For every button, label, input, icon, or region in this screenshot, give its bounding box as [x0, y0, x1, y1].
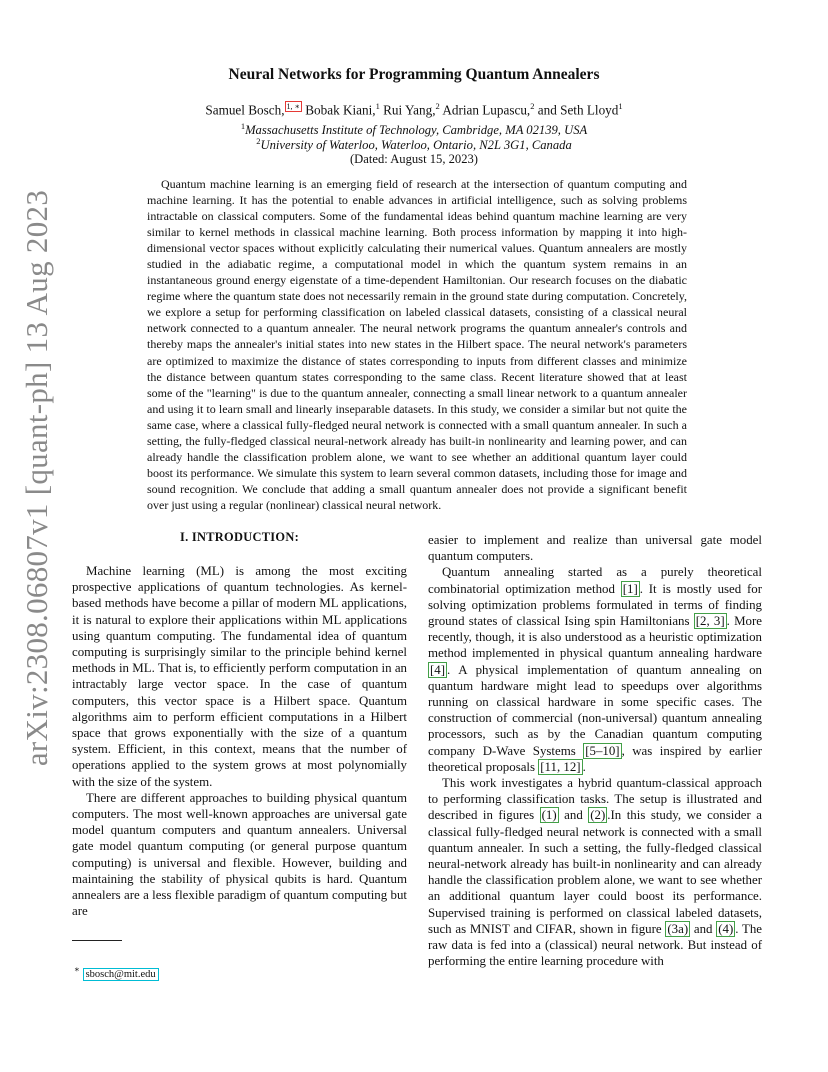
- citation-link[interactable]: [1]: [622, 581, 638, 596]
- footnote: [74, 964, 159, 980]
- affiliation-marker: 2: [256, 136, 261, 146]
- footnote-divider: [72, 940, 122, 941]
- citation-link[interactable]: [2, 3]: [695, 614, 725, 629]
- abstract: Quantum machine learning is an emerging field of research at the intersection of quantum computing and machine learning. It has the potential to enable advances in artificial intelligence, such as solving problems intractable on classical computers. Some of the fundamental ideas behind quantum machine learning are very similar to kernel methods in classical machine learning. Both process information by mapping it into high-dimensional vector spaces without explicitly calculating their numerical values. Quantum annealers are mostly studied in the adiabatic regime, a computational model in which the quantum system remains in an instantaneous ground energy eigenstate of a time-dependent Hamiltonian. Our research focuses on the diabatic regime where the quantum state does not necessarily remain in the ground state during computation. Concretely, we explore a setup for performing classification on labeled classical datasets, consisting of a classical neural network connected to a quantum annealer. The neural network programs the quantum annealer's controls and thereby maps the annealer's initial states into new states in the Hilbert space. The neural network's parameters are optimized to maximize the distance of states corresponding to inputs from different classes and minimize the distance between quantum states corresponding to the same class. Recent literature showed that at least some of the "learning" is due to the quantum annealer, connecting a small linear network to a quantum annealer and using it to learn small and linearly inseparable datasets. In this study, we consider a similar but not quite the same case, where a classical fully-fledged neural network is connected with a small quantum annealer. In such a setting, the fully-fledged classical neural-network already has built-in nonlinearity and learning power, and can already handle the classification problem alone, we want to see whether an additional quantum layer could boost its performance. We simulate this system to learn several common datasets, including those for image and sound recognition. We conclude that adding a small quantum annealer does not provide a significant benefit over just using a regular (nonlinear) classical neural network.: [147, 177, 687, 512]
- author-name: Rui Yang,: [379, 102, 436, 118]
- paper-title: Neural Networks for Programming Quantum Annealers: [228, 66, 600, 83]
- paragraph: Quantum annealing started as a purely theoretical combinatorial optimization method [1] . It is mostly used for solving optimization problems formulated in terms of finding ground states of classical Ising spin Hamiltonians [2, 3] . More recently, though, it is also understood as a heuristic optimization method implemented in physical quantum annealing hardware [4] . A physical implementation of quantum annealing on quantum hardware might lead to speedups over algorithms running on classical hardware in some specific cases. The construction of commercial (non-universal) quantum annealing processors, such as by the Canadian quantum computing company D-Wave Systems [5–10] , was inspired by earlier theoretical proposals [11, 12] .: [428, 565, 762, 774]
- right-column: [428, 532, 762, 969]
- author-affiliation-marker: 2: [435, 101, 440, 111]
- author-list: [0, 101, 828, 118]
- paragraph: easier to implement and realize than universal gate model quantum computers.: [428, 533, 762, 564]
- figure-reference-link[interactable]: (2): [590, 808, 606, 823]
- citation-link[interactable]: [5–10]: [585, 743, 620, 758]
- author-name: Samuel Bosch,: [205, 102, 285, 118]
- author-name: Adrian Lupascu,: [439, 102, 531, 118]
- affiliation-line: [0, 136, 828, 153]
- paragraph: Machine learning (ML) is among the most exciting prospective applications of quantum technologies. As kernel-based methods have become a pillar of modern ML applications, it is natural to explore their applications within ML applications using quantum computing. The fundamental idea of quantum computing is surprisingly similar to the principle behind kernel methods in ML. That is, to efficiently perform computation in an intractably large vector space. In the case of quantum computers, this vector space is a Hilbert space. Quantum algorithms aim to perform efficient computations in a Hilbert space that grows exponentially with the size of a quantum system. Efficient, in this context, means that the number of operations applied to the system grows at most polynomially with the size of the system.: [72, 564, 407, 789]
- paragraph: This work investigates a hybrid quantum-classical approach to performing classification tasks. The setup is illustrated and described in figures (1) and (2) .In this study, we consider a classical fully-fledged neural network is connected with a small quantum annealer. In such a setting, the fully-fledged classical neural-network already has built-in nonlinearity and can already handle the classification problem alone, we want to see whether an additional quantum layer could boost its performance. Supervised training is performed on classical labeled datasets, such as MNIST and CIFAR, shown in figure (3a) and (4) . The raw data is fed into a (classical) neural network. But instead of performing the entire learning procedure with: [428, 776, 762, 969]
- date-line: (Dated: August 15, 2023): [349, 152, 479, 166]
- author-affiliation-marker: 2: [530, 101, 535, 111]
- author-name: and Seth Lloyd: [534, 102, 619, 118]
- section-heading: I. INTRODUCTION:: [179, 530, 300, 544]
- arxiv-identifier-stamp: [14, 189, 60, 767]
- citation-link[interactable]: [4]: [430, 662, 446, 677]
- left-column: [72, 563, 407, 919]
- author-affiliation-marker: 1: [618, 101, 623, 111]
- affiliation-text: University of Waterloo, Waterloo, Ontario, N2L 3G1, Canada: [260, 138, 572, 153]
- affiliation-text: Massachusetts Institute of Technology, Cambridge, MA 02139, USA: [245, 123, 588, 138]
- email-link[interactable]: sbosch@mit.edu: [83, 968, 159, 981]
- author-affiliation-marker: 1: [375, 101, 380, 111]
- figure-reference-link[interactable]: (1): [541, 808, 557, 823]
- citation-link[interactable]: [11, 12]: [540, 759, 581, 774]
- author-name: Bobak Kiani,: [301, 102, 376, 118]
- figure-reference-link[interactable]: (3a): [667, 921, 689, 936]
- arxiv-identifier-text: arXiv:2308.06807v1 [quant-ph] 13 Aug 2023: [19, 189, 55, 767]
- author-affiliation-marker[interactable]: 1, ∗: [286, 102, 300, 111]
- paragraph: There are different approaches to building physical quantum computers. The most well-known approaches are universal gate model quantum computers and quantum annealers. Universal gate model quantum computing (or general purpose quantum computing) is universal and flexible. However, building and maintaining the stability of physical qubits is hard. Quantum annealers are a less flexible paradigm of quantum computing but are: [72, 790, 407, 919]
- affiliation-marker: 1: [240, 121, 246, 131]
- figure-reference-link[interactable]: (4): [718, 921, 734, 936]
- footnote-marker: ∗: [74, 964, 80, 974]
